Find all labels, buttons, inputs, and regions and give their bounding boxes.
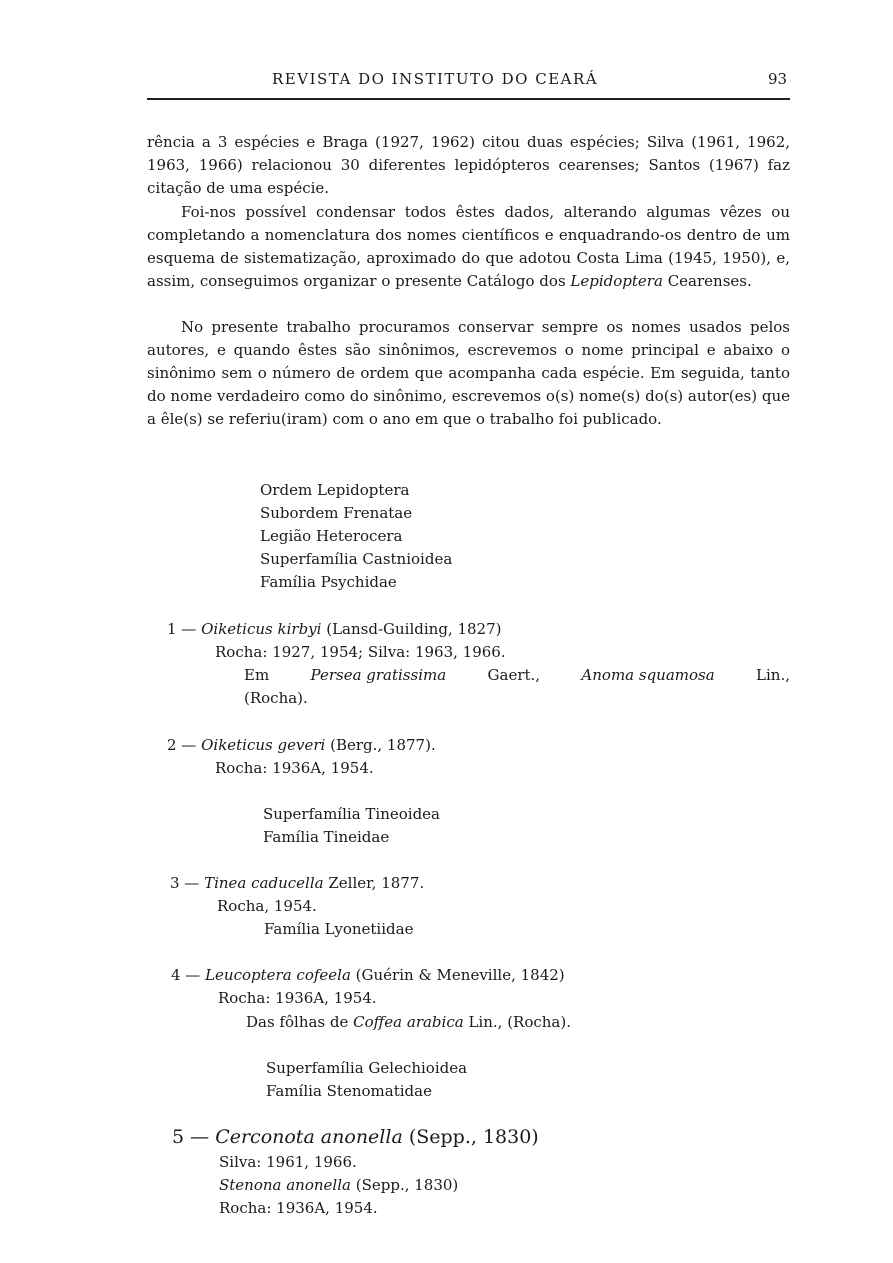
host-plant-2: Anoma squamosa <box>581 666 715 684</box>
taxon-legiao: Legião Heterocera <box>260 527 403 545</box>
header-rule <box>147 98 790 100</box>
entry-number: 5 — <box>172 1126 210 1148</box>
species-author: Zeller, 1877. <box>328 874 425 892</box>
species-entry-1 <box>167 620 501 638</box>
taxon-superfamilia-tineoidea: Superfamília Tineoidea <box>263 805 440 823</box>
entry-3-references: Rocha, 1954. <box>217 897 317 915</box>
entry-number: 2 — <box>167 736 197 754</box>
species-author: (Sepp., 1830) <box>408 1126 539 1148</box>
species-name: Leucoptera cofeela <box>205 966 351 984</box>
taxon-familia-psychidae: Família Psychidae <box>260 573 397 591</box>
page-number: 93 <box>768 70 788 88</box>
entry-4-host-line <box>246 1013 571 1031</box>
paragraph-method <box>147 201 790 293</box>
species-name: Tinea caducella <box>204 874 324 892</box>
taxon-familia-lyonetiidae: Família Lyonetiidae <box>264 920 414 938</box>
species-entry-2 <box>167 736 436 754</box>
paragraph-intro-end: rência a 3 espécies e Braga (1927, 1962) citou duas espécies; Silva (1961, 1962, 1963, 1966) relacionou 30 diferentes lepidópteros cearenses; Santos (1967) faz citação de uma espécie. <box>147 133 790 197</box>
entry-number: 3 — <box>170 874 200 892</box>
taxon-familia-stenomatidae: Família Stenomatidae <box>266 1082 432 1100</box>
host-prefix: Das fôlhas de <box>246 1013 349 1031</box>
paragraph-conventions: No presente trabalho procuramos conservar sempre os nomes usados pelos autores, e quando êstes são sinônimos, escrevemos o nome principal e abaixo o sinônimo sem o número de ordem que acompanha cada espécie. Em seguida, tanto do nome verdadeiro como do sinônimo, escrevemos o(s) nome(s) do(s) autor(es) que a êle(s) se referiu(iram) com o ano em que o trabalho foi publicado. <box>147 318 790 428</box>
paragraph-method-text: Foi-nos possível condensar todos êstes dados, alterando algumas vêzes ou completando a nomenclatura dos nomes científicos e enquadrando-os dentro de um esquema de sistematização, aproximado do que adotou Costa Lima (1945, 1950), e, assim, conseguimos organizar o presente Catálogo dos <box>147 203 790 290</box>
taxon-superfamilia-castnioidea: Superfamília Castnioidea <box>260 550 453 568</box>
species-name: Cerconota anonella <box>215 1126 403 1148</box>
host-plant-1: Persea gratissima <box>310 666 447 684</box>
entry-2-references: Rocha: 1936A, 1954. <box>215 759 374 777</box>
entry-number: 4 — <box>171 966 201 984</box>
taxon-superfamilia-gelechioidea: Superfamília Gelechioidea <box>266 1059 468 1077</box>
species-author: (Guérin & Meneville, 1842) <box>355 966 565 984</box>
taxon-subordem: Subordem Frenatae <box>260 504 413 522</box>
host-prefix: Em <box>244 666 270 684</box>
species-name: Oiketicus geveri <box>201 736 326 754</box>
entry-5-synonym <box>219 1176 458 1194</box>
entry-1-references: Rocha: 1927, 1954; Silva: 1963, 1966. <box>215 643 506 661</box>
entry-1-host-source: (Rocha). <box>244 689 308 707</box>
host-author-1: Gaert., <box>487 666 541 684</box>
entry-4-references: Rocha: 1936A, 1954. <box>218 989 377 1007</box>
species-entry-3 <box>170 874 424 892</box>
paragraph-method-end: Cearenses. <box>667 272 752 290</box>
synonym-author: (Sepp., 1830) <box>355 1176 459 1194</box>
host-author: Lin., (Rocha). <box>468 1013 571 1031</box>
species-author: (Berg., 1877). <box>330 736 436 754</box>
entry-1-host-line <box>244 666 790 684</box>
species-entry-5 <box>172 1126 539 1148</box>
entry-5-synonym-references: Rocha: 1936A, 1954. <box>219 1199 378 1217</box>
running-header-title: REVISTA DO INSTITUTO DO CEARÁ <box>272 70 599 88</box>
host-plant: Coffea arabica <box>353 1013 464 1031</box>
taxon-ordem: Ordem Lepidoptera <box>260 481 410 499</box>
species-name: Oiketicus kirbyi <box>201 620 322 638</box>
species-entry-4 <box>171 966 565 984</box>
paragraph-method-taxon: Lepidoptera <box>570 272 663 290</box>
taxon-familia-tineidae: Família Tineidae <box>263 828 390 846</box>
entry-number: 1 — <box>167 620 197 638</box>
species-author: (Lansd-Guilding, 1827) <box>326 620 502 638</box>
host-author-2: Lin., <box>756 666 790 684</box>
synonym-name: Stenona anonella <box>219 1176 351 1194</box>
entry-5-references: Silva: 1961, 1966. <box>219 1153 357 1171</box>
